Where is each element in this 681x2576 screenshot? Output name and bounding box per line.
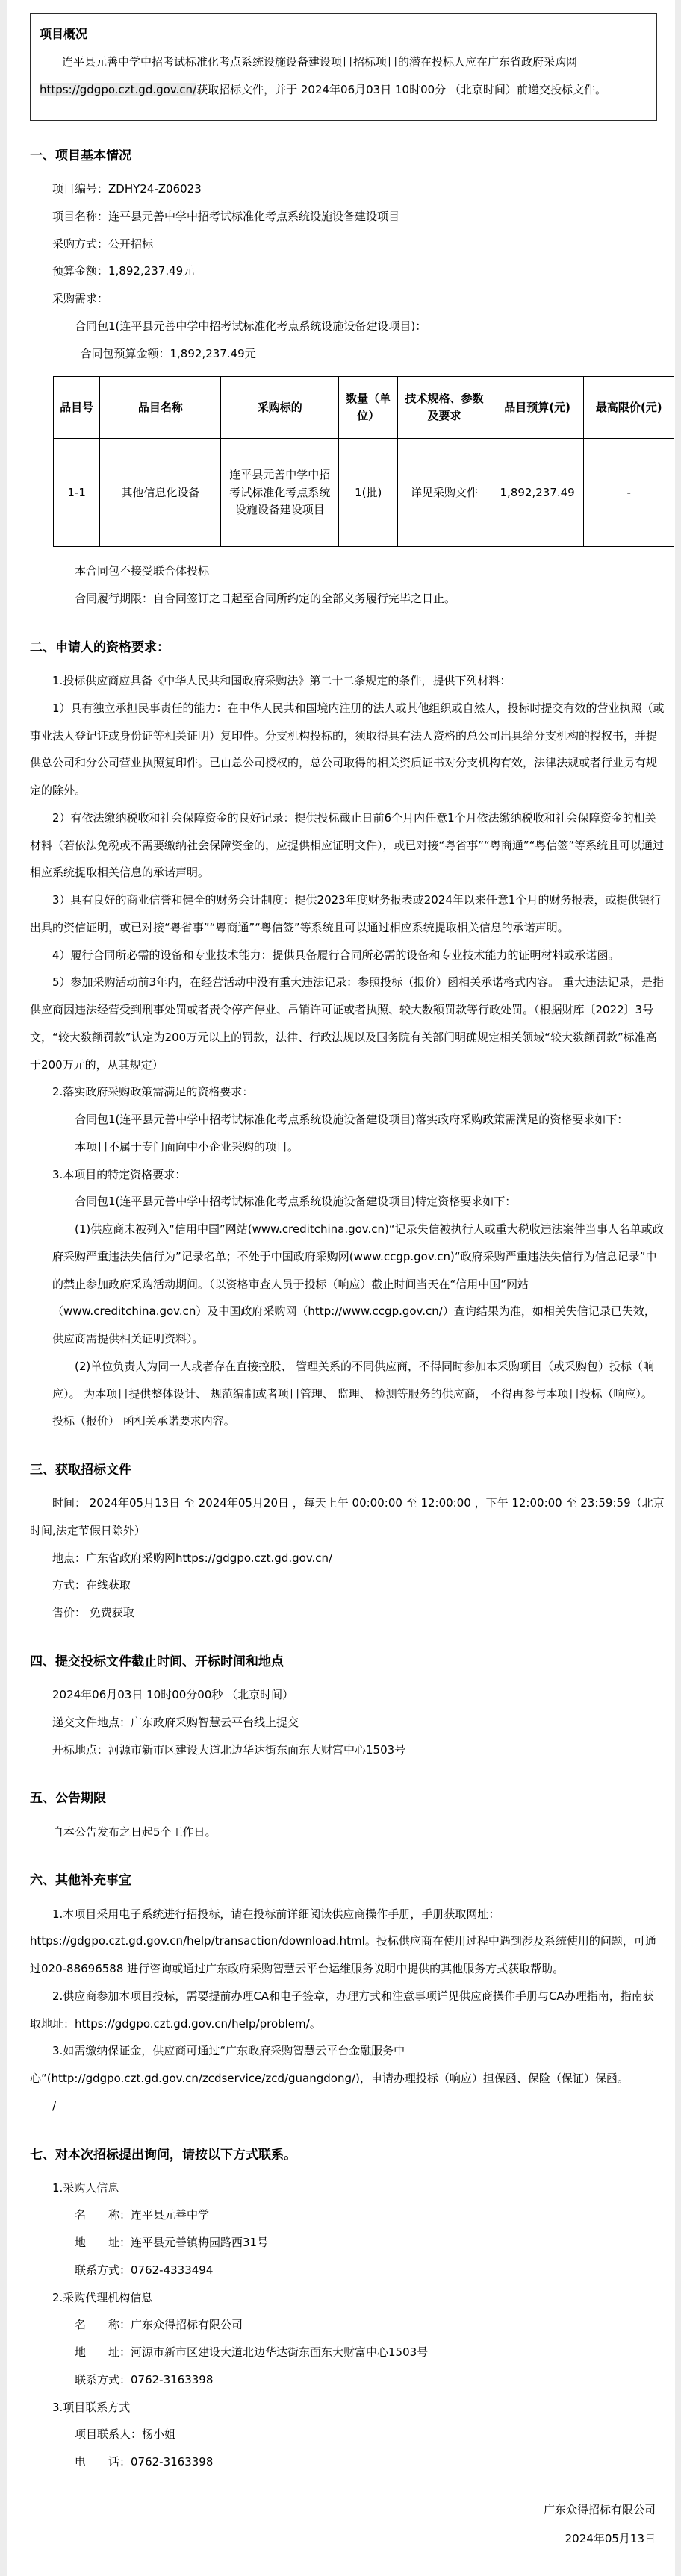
- section-7-heading: 七、对本次招标提出询问，请按以下方式联系。: [30, 2147, 296, 2163]
- supplement-paragraph: 2.供应商参加本项目投标，需要提前办理CA和电子签章，办理方式和注意事项详见供应商操作手册与CA办理指南，指南获取地址：https://gdgpo.czt.gd.gov.cn/help/problem/。: [30, 1989, 654, 2031]
- table-header-subject: 采购标的: [221, 377, 339, 439]
- table-header-item-no: 品目号: [54, 377, 100, 439]
- overview-text: [40, 49, 644, 104]
- obtain-price: 售价： 免费获取: [52, 1606, 134, 1620]
- section-qualification: [30, 638, 665, 1435]
- section-2-heading: 二、申请人的资格要求：: [30, 640, 170, 655]
- qualification-paragraph: 1）具有独立承担民事责任的能力：在中华人民共和国境内注册的法人或其他组织或自然人，投标时提交有效的营业执照（或事业法人登记证或身份证等相关证明）复印件。分支机构投标的，须取得具有法人资格的总公司出具给分支机构的授权书，并提供总公司和分公司营业执照复印件。已由总公司授权的，总公司取得的相关资质证书对分支机构有效，法律法规或者行业另有规定的除外。: [30, 701, 665, 798]
- section-1-heading: 一、项目基本情况: [30, 148, 131, 163]
- project-overview-box: [30, 13, 657, 121]
- table-header-row: [54, 377, 674, 439]
- qualification-paragraph: 1.投标供应商应具备《中华人民共和国政府采购法》第二十二条规定的条件，提供下列材料：: [52, 674, 511, 688]
- cell-max-price: -: [584, 439, 674, 547]
- project-contact-title: 3.项目联系方式: [52, 2400, 131, 2414]
- not-sme-note: 本项目不属于专门面向中小企业采购的项目。: [75, 1139, 299, 1154]
- specific-requirement-title: 3.本项目的特定资格要求：: [52, 1167, 187, 1181]
- buyer-name: 名 称：连平县元善中学: [75, 2208, 210, 2222]
- cell-spec: 详见采购文件: [398, 439, 491, 547]
- procurement-site-url: https://gdgpo.czt.gd.gov.cn/: [40, 83, 197, 97]
- qualification-paragraph: 2）有依法缴纳税收和社会保障资金的良好记录：提供投标截止日前6个月内任意1个月依法缴纳税收和社会保障资金的相关材料（若依法免税或不需要缴纳社会保障资金的，应提供相应证明文件），或已对接“粤省事”“粤商通”“粤信签”等系统且可以通过相应系统提取相关信息的承诺声明。: [30, 810, 665, 880]
- contract-period-note: 合同履行期限：自合同签订之日起至合同所约定的全部义务履行完毕之日止。: [75, 592, 456, 606]
- agency-info-title: 2.采购代理机构信息: [52, 2290, 153, 2304]
- buyer-address: 地 址：连平县元善镇梅园路西31号: [75, 2236, 269, 2250]
- procurement-method: 采购方式：公开招标: [52, 237, 154, 251]
- section-obtain-documents: [30, 1460, 665, 1627]
- section-supplementary: [30, 1871, 665, 2119]
- agency-address: 地 址：河源市新市区建设大道北边华达街东面东大财富中心1503号: [75, 2345, 429, 2360]
- signature-block: [30, 2495, 665, 2554]
- section-submission-opening: [30, 1652, 665, 1763]
- policy-requirement-title: 2.落实政府采购政策需满足的资格要求：: [52, 1085, 254, 1099]
- project-name: 项目名称：连平县元善中学中招考试标准化考点系统设施设备建设项目: [52, 209, 400, 223]
- section-basic-info: [30, 146, 665, 613]
- specific-requirement-paragraph: (1)供应商未被列入“信用中国”网站(www.creditchina.gov.cn)“记录失信被执行人或重大税收违法案件当事人名单或政府采购严重违法失信行为”记录名单；不处于中国政府采购网(www.ccgp.gov.cn)“政府采购严重违法失信行为信息记录”中的禁止参加政府采购活动期间。（以资格审查人员于投标（响应）截止时间当天在“信用中国”网站（www.creditchina.gov.cn）及中国政府采购网（http://www.ccgp.gov.cn/）查询结果为准，如相关失信记录已失效，供应商需提供相关证明资料）。: [52, 1222, 664, 1346]
- announcement-period: 自本公告发布之日起5个工作日。: [52, 1825, 217, 1839]
- table-row: [54, 439, 674, 547]
- project-number: 项目编号：ZDHY24-Z06023: [52, 182, 202, 196]
- section-announcement-period: [30, 1789, 665, 1845]
- obtain-time: 时间： 2024年05月13日 至 2024年05月20日 ，每天上午 00:00:00 至 12:00:00 ，下午 12:00:00 至 23:59:59（北京时间,法定节假日除外）: [30, 1496, 665, 1537]
- project-contact-phone: 电 话：0762-3163398: [75, 2455, 214, 2469]
- qualification-paragraph: 3）具有良好的商业信誉和健全的财务会计制度：提供2023年度财务报表或2024年以来任意1个月的财务报表，或提供银行出具的资信证明，或已对接“粤省事”“粤商通”“粤信签”等系统且可以通过相应系统提取相关信息的承诺声明。: [30, 893, 662, 934]
- table-header-max-price: 最高限价(元): [584, 377, 674, 439]
- qualification-paragraph: 4）履行合同所必需的设备和专业技术能力：提供具备履行合同所必需的设备和专业技术能力的证明材料或承诺函。: [52, 948, 620, 962]
- supplement-paragraph: 1.本项目采用电子系统进行招投标，请在投标前详细阅读供应商操作手册，手册获取网址：https://gdgpo.czt.gd.gov.cn/help/transaction/download.html。投标供应商在使用过程中遇到涉及系统使用的问题，可通过020-88696588 进行咨询或通过广东政府采购智慧云平台运维服务说明中提供的其他服务方式获取帮助。: [30, 1907, 656, 1976]
- cell-subject: 连平县元善中学中招考试标准化考点系统设施设备建设项目: [221, 439, 339, 547]
- cell-item-budget: 1,892,237.49: [491, 439, 584, 547]
- submission-place: 递交文件地点：广东政府采购智慧云平台线上提交: [52, 1715, 299, 1729]
- agency-contact: 联系方式：0762-3163398: [75, 2372, 214, 2386]
- supplement-slash: /: [52, 2098, 57, 2113]
- bid-opening-place: 开标地点：河源市新市区建设大道北边华达街东面东大财富中心1503号: [52, 1742, 406, 1757]
- table-header-item-name: 品目名称: [100, 377, 221, 439]
- supplement-paragraph: 3.如需缴纳保证金，供应商可通过“广东政府采购智慧云平台金融服务中心”(http://gdgpo.czt.gd.gov.cn/zcdservice/zcd/guangdong/)，申请办理投标（响应）担保函、保险（保证）保函。: [30, 2044, 629, 2086]
- section-5-heading: 五、公告期限: [30, 1791, 106, 1807]
- section-4-heading: 四、提交投标文件截止时间、开标时间和地点: [30, 1654, 284, 1669]
- policy-requirement-package: 合同包1(连平县元善中学中招考试标准化考点系统设施设备建设项目)落实政府采购政策需满足的资格要求如下：: [75, 1113, 629, 1127]
- obtain-place: 地点：广东省政府采购网https://gdgpo.czt.gd.gov.cn/: [52, 1551, 333, 1565]
- cell-item-no: 1-1: [54, 439, 100, 547]
- section-6-heading: 六、其他补充事宜: [30, 1873, 131, 1889]
- agency-name: 名 称：广东众得招标有限公司: [75, 2318, 243, 2332]
- contract-package-title: 合同包1(连平县元善中学中招考试标准化考点系统设施设备建设项目)：: [75, 319, 427, 333]
- cell-quantity: 1(批): [339, 439, 398, 547]
- project-contact-person: 项目联系人：杨小姐: [75, 2427, 176, 2442]
- overview-title: 项目概况: [40, 27, 88, 41]
- budget-amount: 预算金额：1,892,237.49元: [52, 264, 195, 278]
- overview-intro-suffix: 获取招标文件，并于 2024年06月03日 10时00分 （北京时间）前递交投标文件。: [196, 83, 606, 97]
- overview-intro-prefix: 连平县元善中学中招考试标准化考点系统设施设备建设项目招标项目的潜在投标人应在广东省政府采购网: [62, 55, 578, 69]
- no-consortium-note: 本合同包不接受联合体投标: [75, 564, 210, 578]
- buyer-info-title: 1.采购人信息: [52, 2180, 119, 2195]
- signature-company: 广东众得招标有限公司: [543, 2502, 656, 2516]
- section-contacts: [30, 2145, 665, 2476]
- obtain-method: 方式：在线获取: [52, 1578, 131, 1592]
- table-header-spec: 技术规格、参数及要求: [398, 377, 491, 439]
- cell-item-name: 其他信息化设备: [100, 439, 221, 547]
- items-table: [53, 376, 674, 547]
- specific-requirement-package: 合同包1(连平县元善中学中招考试标准化考点系统设施设备建设项目)特定资格要求如下：: [75, 1195, 517, 1209]
- buyer-contact: 联系方式：0762-4333494: [75, 2263, 214, 2277]
- signature-date: 2024年05月13日: [565, 2531, 656, 2545]
- tender-announcement-document: [7, 0, 675, 2576]
- table-header-quantity: 数量（单位）: [339, 377, 398, 439]
- submission-deadline: 2024年06月03日 10时00分00秒 （北京时间）: [52, 1688, 294, 1702]
- procurement-demand-label: 采购需求：: [52, 292, 109, 306]
- specific-requirement-paragraph: (2)单位负责人为同一人或者存在直接控股、 管理关系的不同供应商，不得同时参加本采购项目（或采购包）投标（响应）。 为本项目提供整体设计、 规范编制或者项目管理、 监理、 检测等服务的供应商， 不得再参与本项目投标（响应）。 投标（报价） 函相关承诺要求内容。: [52, 1359, 655, 1428]
- table-header-item-budget: 品目预算(元): [491, 377, 584, 439]
- section-3-heading: 三、获取招标文件: [30, 1463, 131, 1478]
- qualification-paragraph: 5）参加采购活动前3年内，在经营活动中没有重大违法记录：参照投标（报价）函相关承诺格式内容。 重大违法记录，是指供应商因违法经营受到刑事处罚或者责令停产停业、吊销许可证或者执照、较大数额罚款等行政处罚。（根据财库〔2022〕3号文，“较大数额罚款”认定为200万元以上的罚款，法律、行政法规以及国务院有关部门明确规定相关领域“较大数额罚款”标准高于200万元的，从其规定）: [30, 975, 664, 1072]
- contract-package-budget: 合同包预算金额：1,892,237.49元: [80, 346, 256, 360]
